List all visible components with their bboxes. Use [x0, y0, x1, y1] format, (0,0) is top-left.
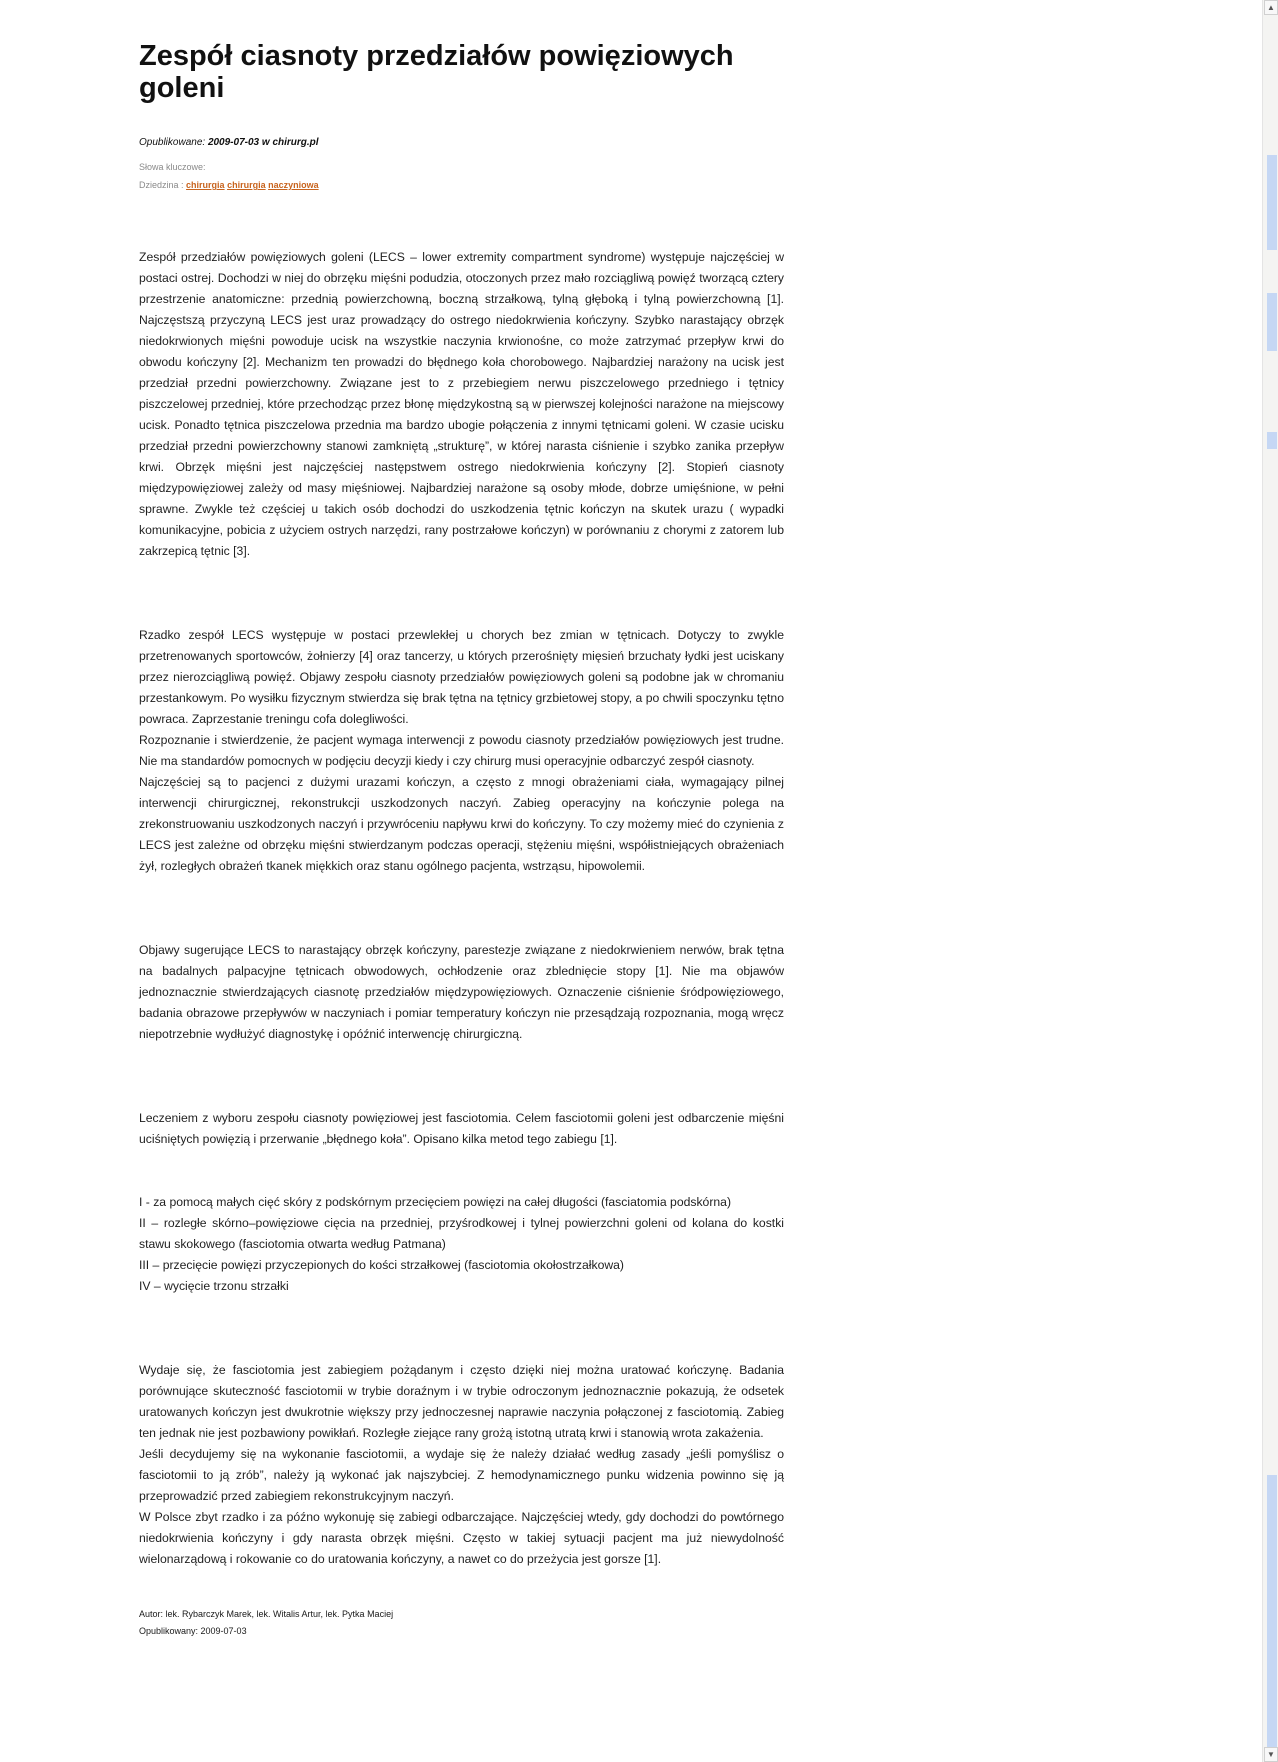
- paragraph-text: Leczeniem z wyboru zespołu ciasnoty powięziowej jest fasciotomia. Celem fasciotomii goleni jest odbarczenie mięśni uciśniętych powięzią i przerwanie „błędnego koła”. Opisano kilka metod tego zabiegu [1].: [139, 1111, 784, 1146]
- paragraph-symptoms: [139, 940, 784, 1045]
- methods-list: [139, 1192, 784, 1297]
- published-label: Opublikowane:: [139, 137, 206, 148]
- paragraph-treatment: [139, 1108, 784, 1150]
- list-item: II – rozległe skórno–powięziowe cięcia na przedniej, przyśrodkowej i tylnej powierzchni goleni od kolana do kostki stawu skokowego (fasciotomia otwarta według Patmana): [139, 1216, 784, 1251]
- list-item: IV – wycięcie trzonu strzałki: [139, 1279, 289, 1293]
- domain-link-naczyniowa[interactable]: naczyniowa: [268, 180, 319, 190]
- scroll-up-button[interactable]: [1264, 0, 1278, 15]
- paragraph-text: Objawy sugerujące LECS to narastający obrzęk kończyny, parestezje związane z niedokrwieniem nerwów, brak tętna na badalnych palpacyjne tętnicach obwodowych, ochłodzenie oraz zblednięcie stopy [1]. Nie ma objawów jednoznacznie stwierdzających ciasnotę przedziałów międzypowięziowych. Oznaczenie ciśnienie śródpowięziowego, badania obrazowe przepływów w naczyniach i pomiar temperatury kończyn nie przesądzają rozpoznania, mogą wręcz niepotrzebnie wydłużyć diagnostykę i opóźnić interwencję chirurgiczną.: [139, 943, 784, 1041]
- domain-label: Dziedzina :: [139, 180, 184, 190]
- source-name: chirurg.pl: [272, 137, 319, 148]
- publication-line: [139, 137, 784, 149]
- published-in: w: [261, 137, 270, 148]
- domain-link-chirurgia-2[interactable]: chirurgia: [227, 180, 266, 190]
- search-marker: [1267, 432, 1277, 449]
- published-date: 2009-07-03: [207, 137, 260, 148]
- paragraph-text: Jeśli decydujemy się na wykonanie fasciotomii, a wydaje się że należy działać według zasady „jeśli pomyślisz o fasciotomii to ją zrób”, należy ją wykonać jak najszybciej. Z hemodynamicznego punku widzenia powinno się ją przeprowadzić przed zabiegiem rekonstrukcyjnym naczyń.: [139, 1447, 784, 1503]
- page-title: Zespół ciasnoty przedziałów powięziowych goleni: [139, 40, 734, 104]
- domain-line: [139, 179, 784, 191]
- published-line: Opublikowany: 2009-07-03: [139, 1626, 247, 1636]
- search-marker: [1267, 155, 1277, 250]
- paragraph-text: Wydaje się, że fasciotomia jest zabiegiem pożądanym i często dzięki niej można uratować kończynę. Badania porównujące skuteczność fasciotomii w trybie doraźnym i w trybie odroczonym jednoznacznie pokazują, że odsetek uratowanych kończyn jest dwukrotnie większy przy jednoczesnej naprawie naczynia połączonej z fasciotomią. Zabieg ten jednak nie jest pozbawiony powikłań. Rozległe ziejące rany grożą istotną utratą krwi i stanowią wrota zakażenia.: [139, 1363, 784, 1440]
- search-marker: [1267, 1475, 1277, 1747]
- arrow-up-icon: ▲: [1267, 3, 1275, 12]
- search-marker: [1267, 293, 1277, 351]
- keywords-label: Słowa kluczowe:: [139, 162, 206, 172]
- paragraph-intro: [139, 247, 784, 562]
- paragraph-text: Rzadko zespół LECS występuje w postaci przewlekłej u chorych bez zmian w tętnicach. Dotyczy to zwykle przetrenowanych sportowców, żołnierzy [4] oraz tancerzy, u których przerośnięty mięsień brzuchaty łydki jest uciskany przez nierozciągliwą powięź. Objawy zespołu ciasnoty przedziałów powięziowych goleni są podobne jak w chromaniu przestankowym. Po wysiłku fizycznym stwierdza się brak tętna na tętnicy grzbietowej stopy, a po chwili spoczynku tętno powraca. Zaprzestanie treningu cofa dolegliwości.: [139, 628, 784, 726]
- article: [139, 40, 784, 1640]
- article-footer: [139, 1606, 784, 1640]
- paragraph-text: Rozpoznanie i stwierdzenie, że pacjent wymaga interwencji z powodu ciasnoty przedziałów powięziowych jest trudne. Nie ma standardów pomocnych w podjęciu decyzji kiedy i czy chirurg musi operacyjnie odbarczyć zespół ciasnoty.: [139, 733, 784, 768]
- paragraph-text: W Polsce zbyt rzadko i za późno wykonuję się zabiegi odbarczające. Najczęściej wtedy, gdy dochodzi do powtórnego niedokrwienia kończyny i gdy narasta obrzęk mięśni. Często w takiej sytuacji pacjent ma już niewydolność wielonarządową i rokowanie co do uratowania kończyny, a nawet co do przeżycia jest gorsze [1].: [139, 1510, 784, 1566]
- paragraph-conclusion: [139, 1360, 784, 1570]
- domain-link-chirurgia[interactable]: chirurgia: [186, 180, 225, 190]
- vertical-scrollbar[interactable]: [1262, 0, 1278, 1762]
- paragraph-chronic: [139, 625, 784, 877]
- scroll-down-button[interactable]: [1264, 1747, 1278, 1762]
- author-line: Autor: lek. Rybarczyk Marek, lek. Witalis Artur, lek. Pytka Maciej: [139, 1609, 394, 1619]
- paragraph-text: Zespół przedziałów powięziowych goleni (LECS – lower extremity compartment syndrome) występuje najczęściej w postaci ostrej. Dochodzi w niej do obrzęku mięśni podudzia, otoczonych przez mało rozciągliwą powięź tworzącą cztery przestrzenie anatomiczne: przednią powierzchowną, boczną strzałkową, tylną głęboką i tylną powierzchowną [1]. Najczęstszą przyczyną LECS jest uraz prowadzący do ostrego niedokrwienia kończyny. Szybko narastający obrzęk niedokrwionych mięśni powoduje ucisk na wszystkie naczynia krwionośne, co może zatrzymać przepływ krwi do obwodu kończyny [2]. Mechanizm ten prowadzi do błędnego koła chorobowego. Najbardziej narażony na ucisk jest przedział przedni powierzchowny. Związane jest to z przebiegiem nerwu piszczelowego przedniego i tętnicy piszczelowej przedniej, które przechodząc przez błonę międzykostną są w pierwszej kolejności narażone na miejscowy ucisk. Ponadto tętnica piszczelowa przednia ma bardzo ubogie połączenia z innymi tętnicami goleni. W czasie ucisku przedział przedni powierzchowny stanowi zamkniętą „strukturę”, w której narasta ciśnienie i szybko zanika przepływ krwi. Obrzęk mięśni jest najczęściej następstwem ostrego niedokrwienia kończyny [2]. Stopień ciasnoty międzypowięziowej zależy od masy mięśniowej. Najbardziej narażone są osoby młode, dobrze umięśnione, w pełni sprawne. Zwykle też częściej u takich osób dochodzi do uszkodzenia tętnic kończyn na skutek urazu ( wypadki komunikacyjne, pobicia z użyciem ostrych narzędzi, rany postrzałowe kończyn) w porównaniu z chorymi z zatorem lub zakrzepicą tętnic [3].: [139, 250, 784, 558]
- list-item: III – przecięcie powięzi przyczepionych do kości strzałkowej (fasciotomia okołostrzałkowa): [139, 1258, 624, 1272]
- list-item: I - za pomocą małych cięć skóry z podskórnym przecięciem powięzi na całej długości (fasciatomia podskórna): [139, 1195, 732, 1209]
- paragraph-text: Najczęściej są to pacjenci z dużymi urazami kończyn, a często z mnogi obrażeniami ciała, wymagający pilnej interwencji chirurgicznej, rekonstrukcji uszkodzonych naczyń. Zabieg operacyjny na kończynie polega na zrekonstruowaniu uszkodzonych naczyń i przywróceniu napływu krwi do kończyny. To czy możemy mieć do czynienia z LECS jest zależne od obrzęku mięśni stwierdzanym podczas operacji, stężeniu mięśni, współistniejących obrażeniach żył, rozległych obrażeń tkanek miękkich oraz stanu ogólnego pacjenta, wstrząsu, hipowolemii.: [139, 775, 784, 873]
- arrow-down-icon: ▼: [1267, 1750, 1275, 1759]
